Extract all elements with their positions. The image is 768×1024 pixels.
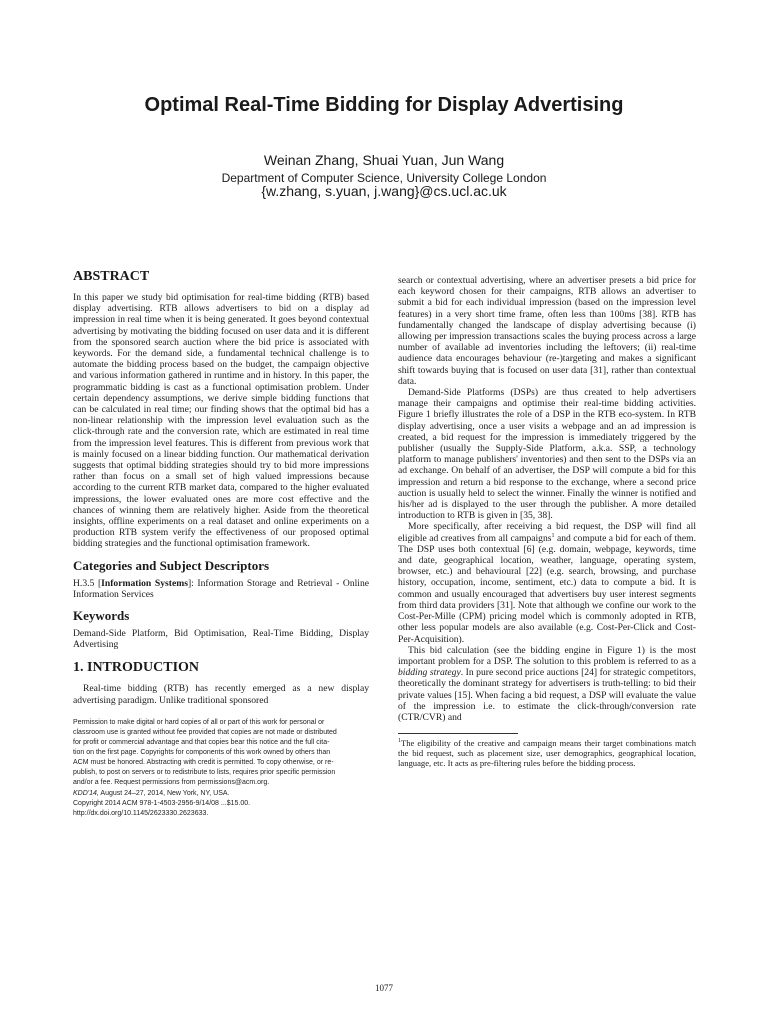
doi-line: http://dx.doi.org/10.1145/2623330.2623633. — [73, 809, 209, 817]
author-affiliation: Department of Computer Science, University College London — [221, 171, 547, 185]
keywords-heading: Keywords — [73, 608, 130, 624]
p4-emphasis: bidding strategy — [398, 667, 461, 679]
footnote-mark: 1 — [398, 738, 401, 745]
venue-line — [73, 789, 369, 799]
footnote — [398, 738, 696, 768]
intro-paragraph-1: search or contextual advertising, where an advertiser presets a bid price for each keyword chosen for their campaigns, RTB allows an advertiser to submit a bid for each individual impression (based on the impression level features) in a very short time frame, often less than 100ms [38]. RTB has fundamentally changed the landscape of display advertising because (i) allowing per impression transactions scales the buying process across a large number of available ad inventories including the leftovers; (ii) real-time audience data encourages behaviour (re-)targeting and makes a significant shift towards buying that is focused on user data [31], rather than contextual data. — [398, 275, 696, 387]
intro-paragraph-3 — [398, 521, 696, 644]
copyright-line: Copyright 2014 ACM 978-1-4503-2956-9/14/08 ...$15.00. — [73, 799, 251, 807]
footnote-ref: 1 — [551, 532, 555, 539]
permission-line: ACM must be honored. Abstracting with credit is permitted. To copy otherwise, or re- — [73, 759, 334, 767]
category-bold: Information Systems — [101, 577, 188, 589]
abstract-text: In this paper we study bid optimisation for real-time bidding (RTB) based display advertising. RTB allows advertisers to bid on a display ad impression in real time when it is being generated. It goes beyond contextual advertising by motivating the bidding focused on user data and it is different from the sponsored search auction where the bid price is associated with keywords. For the demand side, a fundamental technical challenge is to automate the bidding process based on the budget, the campaign objective and various information gathered in runtime and in history. In this paper, the programmatic bidding is cast as a functional optimisation problem. Under certain dependency assumptions, we derive simple bidding functions that can be calculated in real time; our finding shows that the optimal bid has a non-linear relationship with the impression level evaluation such as the click-through rate and the conversion rate, which are estimated in real time from the impression level features. This is different from previous work that is mainly focused on a linear bidding function. Our mathematical derivation suggests that optimal bidding strategies should try to bid more impressions rather than focus on a small set of high valued impressions because according to the current RTB market data, compared to the higher evaluated impressions, the lower evaluated ones are more cost effective and the chances of winning them are relatively higher. Aside from the theoretical insights, offline experiments on a real dataset and online experiments on a production RTB system verify the effectiveness of our proposed optimal bidding strategies and the functional optimisation framework. — [73, 292, 369, 550]
permission-line: classroom use is granted without fee provided that copies are not made or distributed — [73, 728, 337, 736]
permission-line: tion on the first page. Copyrights for components of this work owned by others than — [73, 749, 331, 757]
introduction-heading: 1. INTRODUCTION — [73, 660, 200, 676]
categories-text — [73, 578, 369, 600]
venue-details: August 24–27, 2014, New York, NY, USA. — [98, 789, 230, 797]
footnote-divider — [398, 733, 518, 734]
permission-line: and/or a fee. Request permissions from permissions@acm.org. — [73, 779, 270, 787]
intro-paragraph-4 — [398, 645, 696, 723]
intro-paragraph-2: Demand-Side Platforms (DSPs) are thus created to help advertisers manage their campaigns and optimise their real-time bidding activities. Figure 1 briefly illustrates the role of a DSP in the RTB eco-system. In RTB display advertising, once a user visits a webpage and an ad impression is created, a bid request for the impression is immediately triggered by the publisher (usually the Supply-Side Platform, a.k.a. SSP, a technology platform to manage publishers' inventories) and then sent to the DSPs via an ad exchange. On behalf of an advertiser, the DSP will compute a bid for this impression and return a bid response to the exchange, where a second price auction is usually held to select the winner. Finally the winner is notified and his/her ad is displayed to the user through the publisher. A more detailed introduction to RTB is given in [35, 38]. — [398, 387, 696, 522]
author-emails: {w.zhang, s.yuan, j.wang}@cs.ucl.ac.uk — [261, 183, 507, 199]
category-rest: ]: Information Storage and Retrieval - Online Information Services — [73, 577, 370, 600]
permission-line: for profit or commercial advantage and that copies bear this notice and the full cita- — [73, 739, 330, 747]
abstract-heading: ABSTRACT — [73, 269, 150, 284]
keywords-text: Demand-Side Platform, Bid Optimisation, Real-Time Bidding, Display Advertising — [73, 628, 369, 651]
venue-name: KDD'14, — [73, 789, 99, 797]
p3-part-a: More specifically, after receiving a bid request, the DSP will find all eligible ad creatives from all campaigns — [398, 521, 696, 544]
categories-heading: Categories and Subject Descriptors — [73, 557, 270, 573]
p4-part-a: This bid calculation (see the bidding engine in Figure 1) is the most important problem for a DSP. The solution to this problem is referred to as a — [398, 644, 696, 667]
permission-line: Permission to make digital or hard copies of all or part of this work for personal or — [73, 718, 325, 726]
p3-part-b: and compute a bid for each of them. The DSP uses both contextual [6] (e.g. domain, webpage, keywords, time and date, geographical location, weather, language, operating system, browser, etc.) and behavioural [22] (e.g. search, browsing, and purchase history, occupation, income, sentiment, etc.) data to compute a bid. It is common and usually encouraged that advertisers buy user interest segments from third data providers [31]. Note that although we confine our work to the Cost-Per-Mille (CPM) pricing model which is commonly adopted in RTB, other less popular models are also available (e.g. Cost-Per-Click and Cost-Per-Acquisition). — [398, 532, 696, 645]
right-column — [398, 275, 696, 768]
footnote-text: The eligibility of the creative and campaign means their target combinations match the bid request, such as placement size, user demographics, geographical location, language, etc. It acts as pre-filtering rules before the bidding process. — [398, 738, 696, 769]
paper-title: Optimal Real-Time Bidding for Display Advertising — [144, 94, 624, 116]
left-column — [73, 268, 369, 819]
introduction-text: Real-time bidding (RTB) has recently emerged as a new display advertising paradigm. Unlike traditional sponsored — [73, 683, 369, 706]
permission-line: publish, to post on servers or to redistribute to lists, requires prior specific permission — [73, 769, 336, 777]
p4-part-b: . In pure second price auctions [24] for strategic competitors, theoretically the dominant strategy for advertisers is truth-telling: to bid their private values [15]. When facing a bid request, a DSP will evaluate the value of the impression i.e. to estimate the click-through/conversion rate (CTR/CVR) and — [398, 667, 696, 723]
permission-notice — [73, 718, 369, 819]
author-list: Weinan Zhang, Shuai Yuan, Jun Wang — [263, 152, 505, 168]
category-code: H.3.5 [ — [73, 577, 102, 589]
page-number: 1077 — [375, 983, 393, 993]
